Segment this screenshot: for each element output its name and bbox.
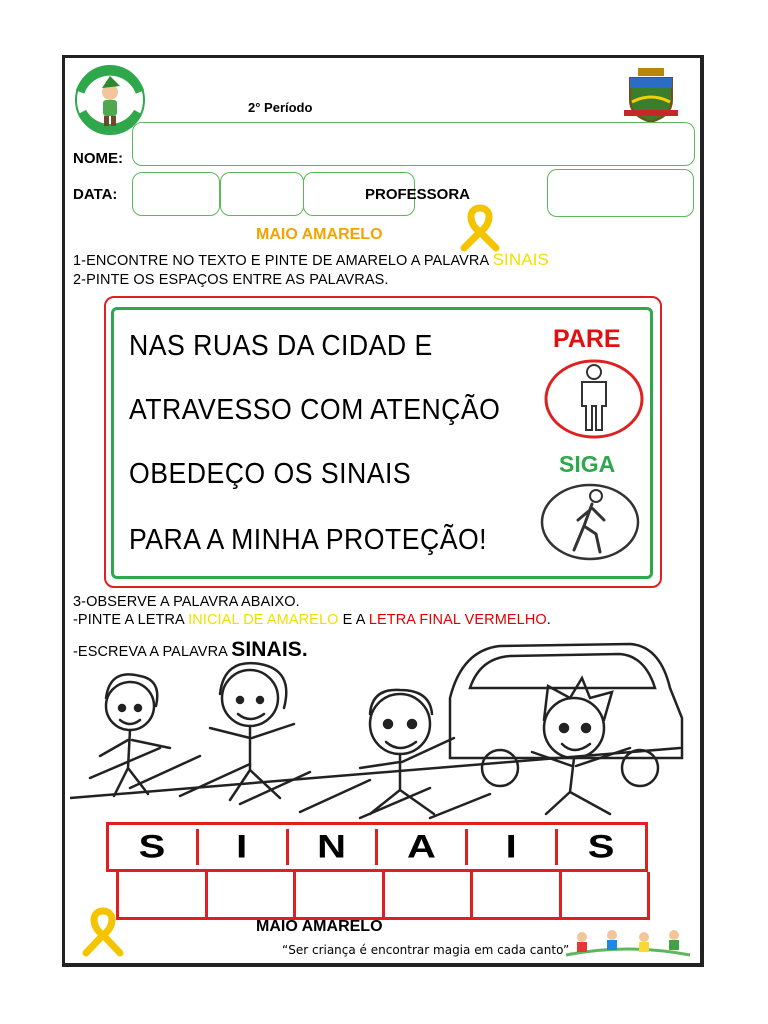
letter-cell[interactable]: S	[109, 829, 199, 865]
instruction-1-text: 1-ENCONTRE NO TEXTO E PINTE DE AMARELO A PALAVRA	[73, 253, 493, 269]
instruction-4-yellow: INICIAL DE AMARELO	[188, 612, 339, 628]
writing-cell[interactable]	[208, 872, 297, 917]
poem-line-4: PARA A MINHA PROTEÇÃO!	[129, 524, 488, 556]
coat-of-arms-icon	[622, 66, 680, 124]
poem-line-3: OBEDEÇO OS SINAIS	[129, 458, 412, 490]
poem-line-2: ATRAVESSO COM ATENÇÃO	[129, 394, 501, 426]
professora-field[interactable]	[547, 169, 694, 217]
pare-label: PARE	[553, 325, 621, 353]
period-label: 2° Período	[248, 100, 313, 115]
writing-cell[interactable]	[562, 872, 648, 917]
footer-title: MAIO AMARELO	[256, 918, 383, 935]
professora-label: PROFESSORA	[365, 186, 471, 203]
instruction-4-a: -PINTE	[73, 612, 125, 628]
writing-cell[interactable]	[296, 872, 385, 917]
yellow-ribbon-icon	[76, 905, 130, 957]
instruction-5-text: -ESCREVA A PALAVRA	[73, 644, 232, 660]
letter-cell[interactable]: S	[587, 828, 616, 865]
nome-label: NOME:	[73, 150, 123, 167]
instruction-5-word: SINAIS.	[231, 638, 308, 661]
instruction-4-red: LETRA FINAL VERMELHO	[368, 612, 547, 628]
instruction-4	[73, 612, 551, 628]
date-month-field[interactable]	[220, 172, 304, 216]
poem-line-1: NAS RUAS DA CIDAD E	[129, 330, 433, 362]
writing-cell[interactable]	[385, 872, 474, 917]
yellow-ribbon-icon	[454, 202, 506, 252]
writing-cell[interactable]	[119, 872, 208, 917]
stop-pedestrian-icon	[542, 358, 646, 440]
walk-pedestrian-icon	[538, 482, 642, 562]
footer-quote: “Ser criança é encontrar magia em cada canto”.	[282, 943, 574, 957]
children-crossing-street-illustration	[70, 628, 688, 824]
data-label: DATA:	[73, 186, 118, 203]
instruction-4-d: E A	[338, 612, 369, 628]
sinais-letter-grid	[106, 822, 648, 872]
siga-label: SIGA	[559, 451, 616, 477]
nome-field[interactable]	[132, 122, 695, 166]
instruction-4-e: .	[546, 612, 551, 628]
instruction-1-word: SINAIS	[492, 250, 549, 269]
instruction-4-c: LETRA	[133, 612, 189, 628]
date-day-field[interactable]	[132, 172, 220, 216]
letter-cell[interactable]: A	[378, 829, 468, 865]
letter-cell[interactable]: N	[289, 829, 379, 865]
writing-grid	[116, 872, 650, 920]
playing-children-icon	[562, 925, 694, 959]
instruction-1	[73, 250, 549, 270]
instruction-4-b: A	[124, 612, 134, 628]
maio-amarelo-title: MAIO AMARELO	[256, 226, 383, 243]
writing-cell[interactable]	[473, 872, 562, 917]
letter-cell[interactable]: I	[199, 829, 289, 865]
instruction-2: 2-PINTE OS ESPAÇOS ENTRE AS PALAVRAS.	[73, 272, 389, 288]
letter-cell[interactable]: I	[468, 829, 558, 865]
instruction-3: 3-OBSERVE A PALAVRA ABAIXO.	[73, 594, 300, 610]
